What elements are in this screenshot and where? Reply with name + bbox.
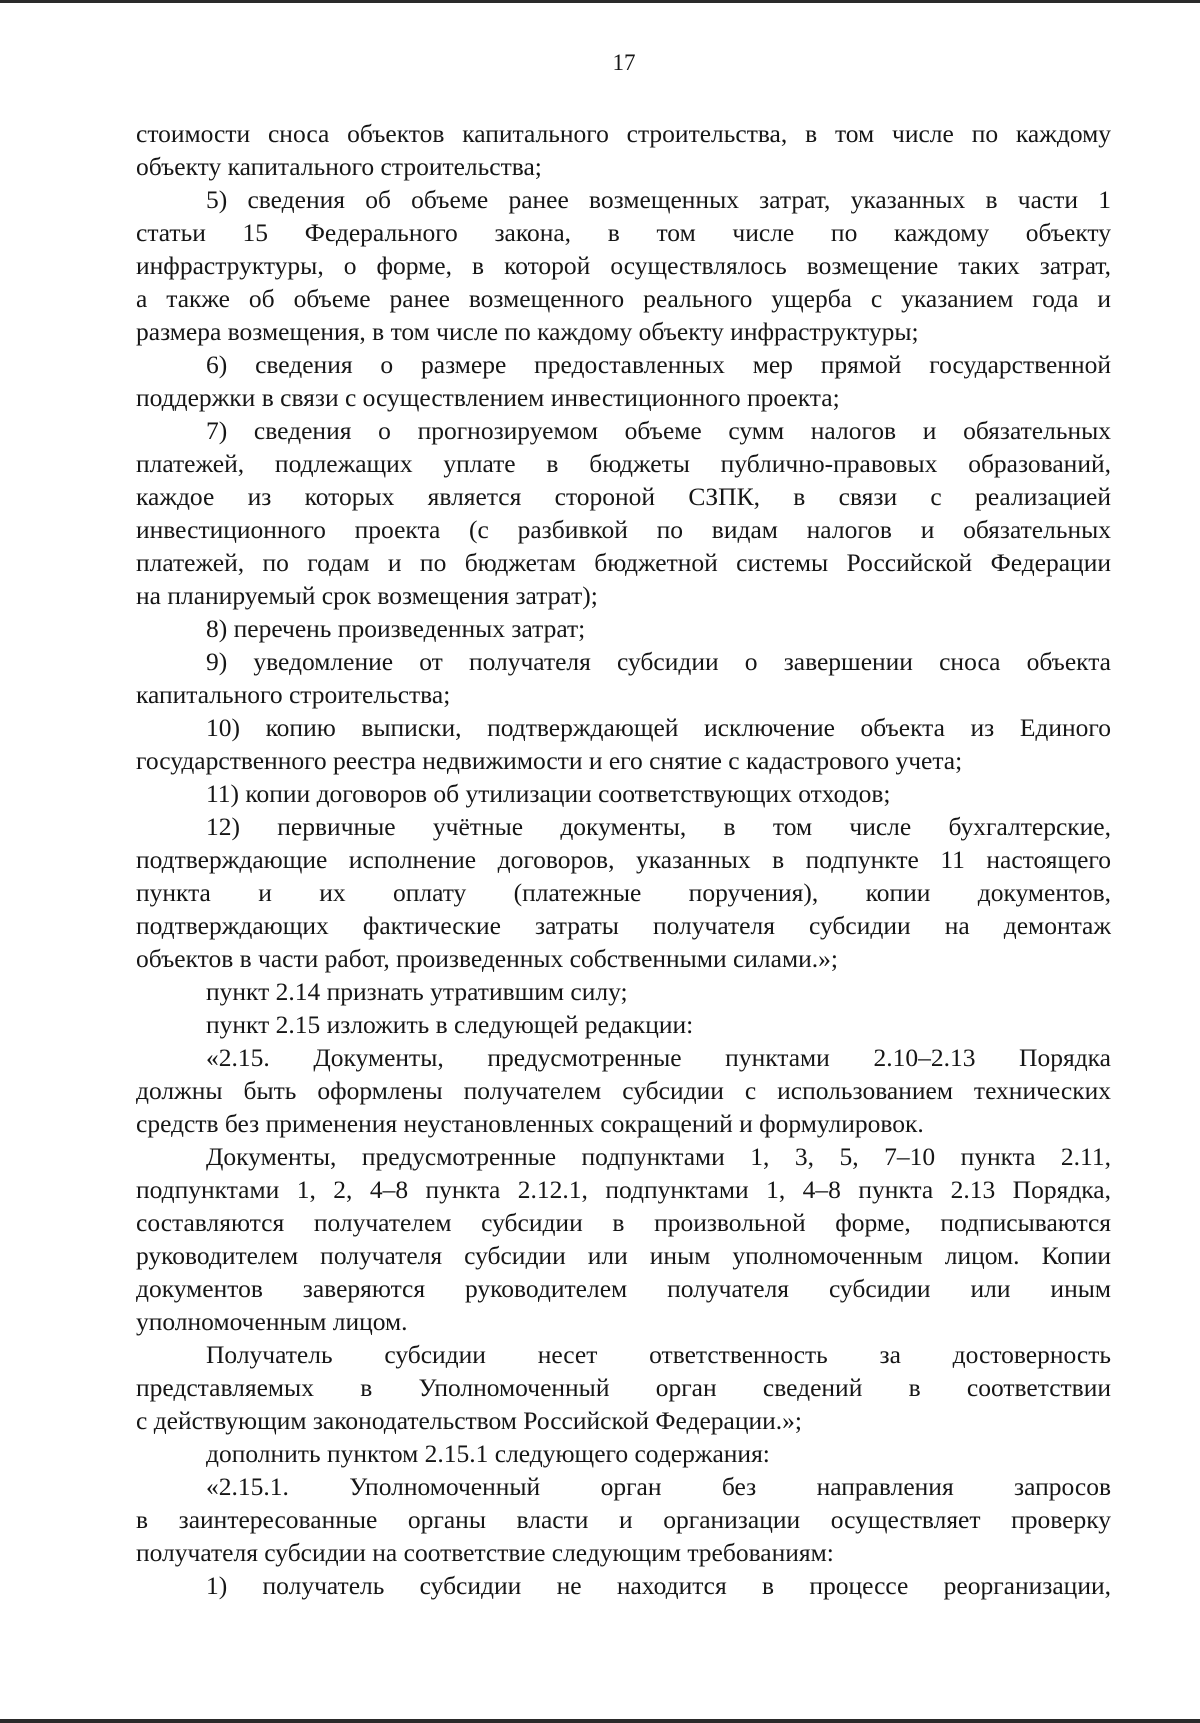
text-line: платежей, подлежащих уплате в бюджеты публично-правовых образований, [136,449,1111,478]
page-number: 17 [612,50,636,75]
document-body [136,117,1111,1602]
text-line: 6) сведения о размере предоставленных мер прямой государственной [206,350,1111,379]
text-line: платежей, по годам и по бюджетам бюджетной системы Российской Федерации [136,548,1111,577]
text-line: на планируемый срок возмещения затрат); [136,581,598,610]
text-line: 10) копию выписки, подтверждающей исключение объекта из Единого [206,713,1111,742]
text-line: стоимости сноса объектов капитального строительства, в том числе по каждому [136,119,1111,148]
text-line: 7) сведения о прогнозируемом объеме сумм налогов и обязательных [206,416,1111,445]
text-line: пункт 2.14 признать утратившим силу; [206,977,628,1006]
text-line: каждое из которых является стороной СЗПК, в связи с реализацией [136,482,1111,511]
text-line: дополнить пунктом 2.15.1 следующего содержания: [206,1439,770,1468]
text-line: документов заверяются руководителем получателя субсидии или иным [136,1274,1111,1303]
text-line: подпунктами 1, 2, 4–8 пункта 2.12.1, подпунктами 1, 4–8 пункта 2.13 Порядка, [136,1175,1111,1204]
text-line: «2.15.1. Уполномоченный орган без направления запросов [206,1472,1111,1501]
text-line: объекту капитального строительства; [136,152,542,181]
scan-top-edge [0,0,1200,3]
text-line: средств без применения неустановленных сокращений и формулировок. [136,1109,924,1138]
text-line: должны быть оформлены получателем субсидии с использованием технических [136,1076,1111,1105]
text-line: 12) первичные учётные документы, в том числе бухгалтерские, [206,812,1111,841]
text-line: объектов в части работ, произведенных собственными силами.»; [136,944,838,973]
text-line: капитального строительства; [136,680,451,709]
text-line: составляются получателем субсидии в произвольной форме, подписываются [136,1208,1111,1237]
text-line: инфраструктуры, о форме, в которой осуществлялось возмещение таких затрат, [136,251,1111,280]
text-line: пункт 2.15 изложить в следующей редакции: [206,1010,694,1039]
text-line: пункта и их оплату (платежные поручения), копии документов, [136,878,1111,907]
text-line: подтверждающих фактические затраты получателя субсидии на демонтаж [136,911,1111,940]
text-line: 1) получатель субсидии не находится в процессе реорганизации, [206,1571,1111,1600]
text-line: «2.15. Документы, предусмотренные пунктами 2.10–2.13 Порядка [206,1043,1111,1072]
text-line: 5) сведения об объеме ранее возмещенных затрат, указанных в части 1 [206,185,1111,214]
text-line: Получатель субсидии несет ответственность за достоверность [206,1340,1111,1369]
text-line: руководителем получателя субсидии или иным уполномоченным лицом. Копии [136,1241,1111,1270]
text-line: получателя субсидии на соответствие следующим требованиям: [136,1538,834,1567]
text-line: 11) копии договоров об утилизации соответствующих отходов; [206,779,891,808]
text-line: Документы, предусмотренные подпунктами 1, 3, 5, 7–10 пункта 2.11, [206,1142,1111,1171]
text-line: статьи 15 Федерального закона, в том числе по каждому объекту [136,218,1111,247]
text-line: государственного реестра недвижимости и его снятие с кадастрового учета; [136,746,963,775]
scan-bottom-edge [0,1719,1200,1723]
text-line: размера возмещения, в том числе по каждому объекту инфраструктуры; [136,317,919,346]
text-line: подтверждающие исполнение договоров, указанных в подпункте 11 настоящего [136,845,1111,874]
text-line: а также об объеме ранее возмещенного реального ущерба с указанием года и [136,284,1111,313]
text-line: 8) перечень произведенных затрат; [206,614,586,643]
text-line: поддержки в связи с осуществлением инвестиционного проекта; [136,383,840,412]
text-line: с действующим законодательством Российской Федерации.»; [136,1406,802,1435]
text-line: представляемых в Уполномоченный орган сведений в соответствии [136,1373,1111,1402]
text-line: в заинтересованные органы власти и организации осуществляет проверку [136,1505,1111,1534]
text-line: инвестиционного проекта (с разбивкой по видам налогов и обязательных [136,515,1111,544]
text-line: 9) уведомление от получателя субсидии о завершении сноса объекта [206,647,1111,676]
text-line: уполномоченным лицом. [136,1307,408,1336]
